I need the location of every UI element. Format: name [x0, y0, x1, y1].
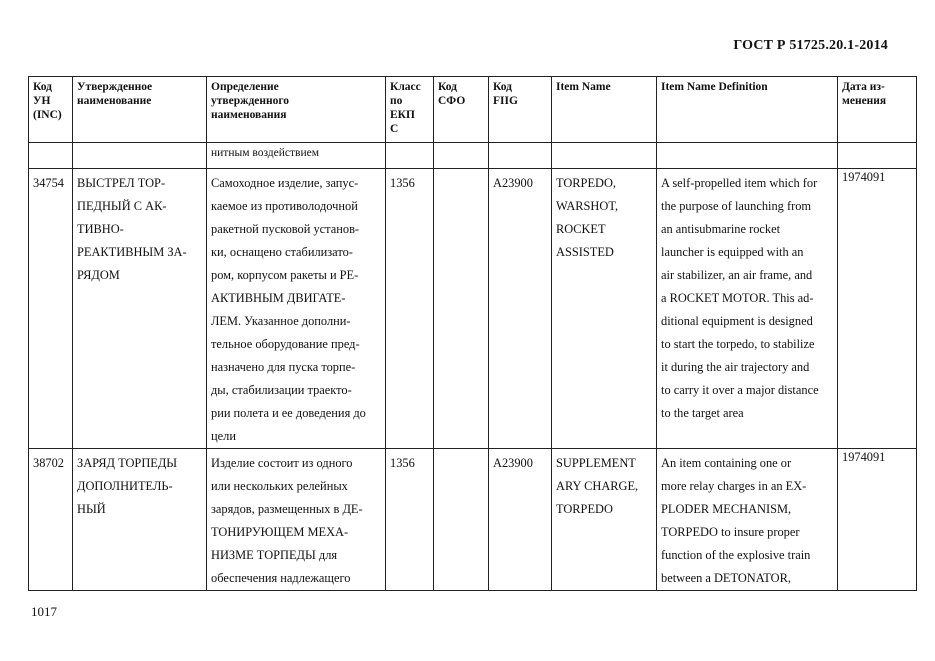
cell-sfo: [434, 169, 489, 449]
header-line: С: [390, 123, 399, 135]
cell-definition: [207, 449, 386, 591]
cell-definition-continuation: нитным воздействием: [207, 143, 386, 169]
header-line: по: [390, 95, 403, 107]
header-line: СФО: [438, 95, 466, 107]
text-line: the purpose of launching from: [661, 199, 812, 213]
header-item-name-definition: [657, 77, 838, 143]
cell-class: [386, 143, 434, 169]
cell-sfo: [434, 449, 489, 591]
document-standard-number: ГОСТ Р 51725.20.1-2014: [733, 38, 888, 53]
header-class-ekps: [386, 77, 434, 143]
header-line: УН: [33, 95, 51, 107]
text-line: WARSHOT,: [556, 199, 619, 213]
text-line: TORPEDO to insure proper: [661, 525, 800, 539]
header-line: Утвержденное: [77, 81, 153, 93]
text-line: ром, корпусом ракеты и РЕ-: [211, 268, 359, 282]
cell-date: 1974091: [838, 449, 917, 591]
text-line: it during the air trajectory and: [661, 360, 810, 374]
text-line: ditional equipment is designed: [661, 314, 813, 328]
cell-fiig: A23900: [489, 449, 552, 591]
cell-item-definition: [657, 143, 838, 169]
header-line: ЕКП: [390, 109, 415, 121]
cell-name: [73, 143, 207, 169]
text-line: ракетной пусковой установ-: [211, 222, 360, 236]
header-code-inc: [29, 77, 73, 143]
cell-item-name: [552, 143, 657, 169]
header-name-definition: [207, 77, 386, 143]
continuation-row: [29, 143, 917, 169]
table-row: [29, 449, 917, 591]
text-line: или нескольких релейных: [211, 479, 348, 493]
page-number: 1017: [31, 604, 57, 619]
text-line: назначено для пуска торпе-: [211, 360, 356, 374]
text-line: ASSISTED: [556, 245, 614, 259]
header-line: Код: [493, 81, 513, 93]
cell-name: [73, 169, 207, 449]
text-line: air stabilizer, an air frame, and: [661, 268, 813, 282]
text-line: An item containing one or: [661, 456, 792, 470]
table-header-row: [29, 77, 917, 143]
cell-date: 1974091: [838, 169, 917, 449]
cell-class: 1356: [386, 449, 434, 591]
classification-table: [28, 76, 917, 591]
text-line: обеспечения надлежащего: [211, 571, 351, 585]
text-line: ТОНИРУЮЩЕМ МЕХА-: [211, 525, 349, 539]
text-line: РЯДОМ: [77, 268, 120, 282]
text-line: ДОПОЛНИТЕЛЬ-: [77, 479, 173, 493]
text-line: function of the explosive train: [661, 548, 811, 562]
cell-code: [29, 143, 73, 169]
cell-code: 34754: [29, 169, 73, 449]
header-line: наименование: [77, 95, 152, 107]
header-fiig-code: [489, 77, 552, 143]
text-line: Самоходное изделие, запус-: [211, 176, 359, 190]
cell-name: [73, 449, 207, 591]
cell-definition: [207, 169, 386, 449]
text-line: TORPEDO: [556, 502, 613, 516]
text-line: цели: [211, 429, 236, 443]
header-line: Дата из-: [842, 81, 885, 93]
text-line: ARY CHARGE,: [556, 479, 639, 493]
header-line: Код: [33, 81, 53, 93]
text-line: ВЫСТРЕЛ ТОР-: [77, 176, 166, 190]
text-line: launcher is equipped with an: [661, 245, 804, 259]
text-line: to start the torpedo, to stabilize: [661, 337, 815, 351]
text-line: TORPEDO,: [556, 176, 617, 190]
cell-item-definition: [657, 169, 838, 449]
cell-fiig: [489, 143, 552, 169]
header-line: Код: [438, 81, 458, 93]
cell-fiig: A23900: [489, 169, 552, 449]
text-line: НЫЙ: [77, 502, 106, 516]
text-line: Изделие состоит из одного: [211, 456, 353, 470]
text-line: ЛЕМ. Указанное дополни-: [211, 314, 351, 328]
text-line: an antisubmarine rocket: [661, 222, 781, 236]
table-row: [29, 169, 917, 449]
header-change-date: [838, 77, 917, 143]
text-line: to the target area: [661, 406, 744, 420]
text-line: ЗАРЯД ТОРПЕДЫ: [77, 456, 178, 470]
header-line: Item Name: [556, 81, 611, 93]
text-line: тельное оборудование пред-: [211, 337, 360, 351]
text-line: a ROCKET MOTOR. This ad-: [661, 291, 814, 305]
cell-sfo: [434, 143, 489, 169]
text-line: рии полета и ее доведения до: [211, 406, 366, 420]
text-line: ТИВНО-: [77, 222, 124, 236]
text-line: зарядов, размещенных в ДЕ-: [211, 502, 363, 516]
text-line: ды, стабилизации траекто-: [211, 383, 352, 397]
cell-date: [838, 143, 917, 169]
cell-item-definition: [657, 449, 838, 591]
text-line: ки, оснащено стабилизато-: [211, 245, 353, 259]
header-line: FIIG: [493, 95, 518, 107]
header-line: менения: [842, 95, 887, 107]
text-line: АКТИВНЫМ ДВИГАТЕ-: [211, 291, 346, 305]
text-line: ROCKET: [556, 222, 606, 236]
text-line: РЕАКТИВНЫМ ЗА-: [77, 245, 187, 259]
text-line: A self-propelled item which for: [661, 176, 818, 190]
header-approved-name: [73, 77, 207, 143]
cell-item-name: [552, 449, 657, 591]
header-line: наименования: [211, 109, 287, 121]
text-line: ПЕДНЫЙ С АК-: [77, 199, 167, 213]
text-line: to carry it over a major distance: [661, 383, 819, 397]
text-line: more relay charges in an EX-: [661, 479, 807, 493]
cell-item-name: [552, 169, 657, 449]
text-line: каемое из противолодочной: [211, 199, 358, 213]
cell-code: 38702: [29, 449, 73, 591]
header-line: Класс: [390, 81, 421, 93]
header-line: Определение: [211, 81, 279, 93]
text-line: SUPPLEMENT: [556, 456, 636, 470]
header-item-name: [552, 77, 657, 143]
cell-class: 1356: [386, 169, 434, 449]
header-sfo-code: [434, 77, 489, 143]
text-line: НИЗМЕ ТОРПЕДЫ для: [211, 548, 338, 562]
header-line: утвержденного: [211, 95, 290, 107]
text-line: PLODER MECHANISM,: [661, 502, 792, 516]
header-line: Item Name Definition: [661, 81, 768, 93]
text-line: between a DETONATOR,: [661, 571, 791, 585]
header-line: (INC): [33, 109, 62, 121]
